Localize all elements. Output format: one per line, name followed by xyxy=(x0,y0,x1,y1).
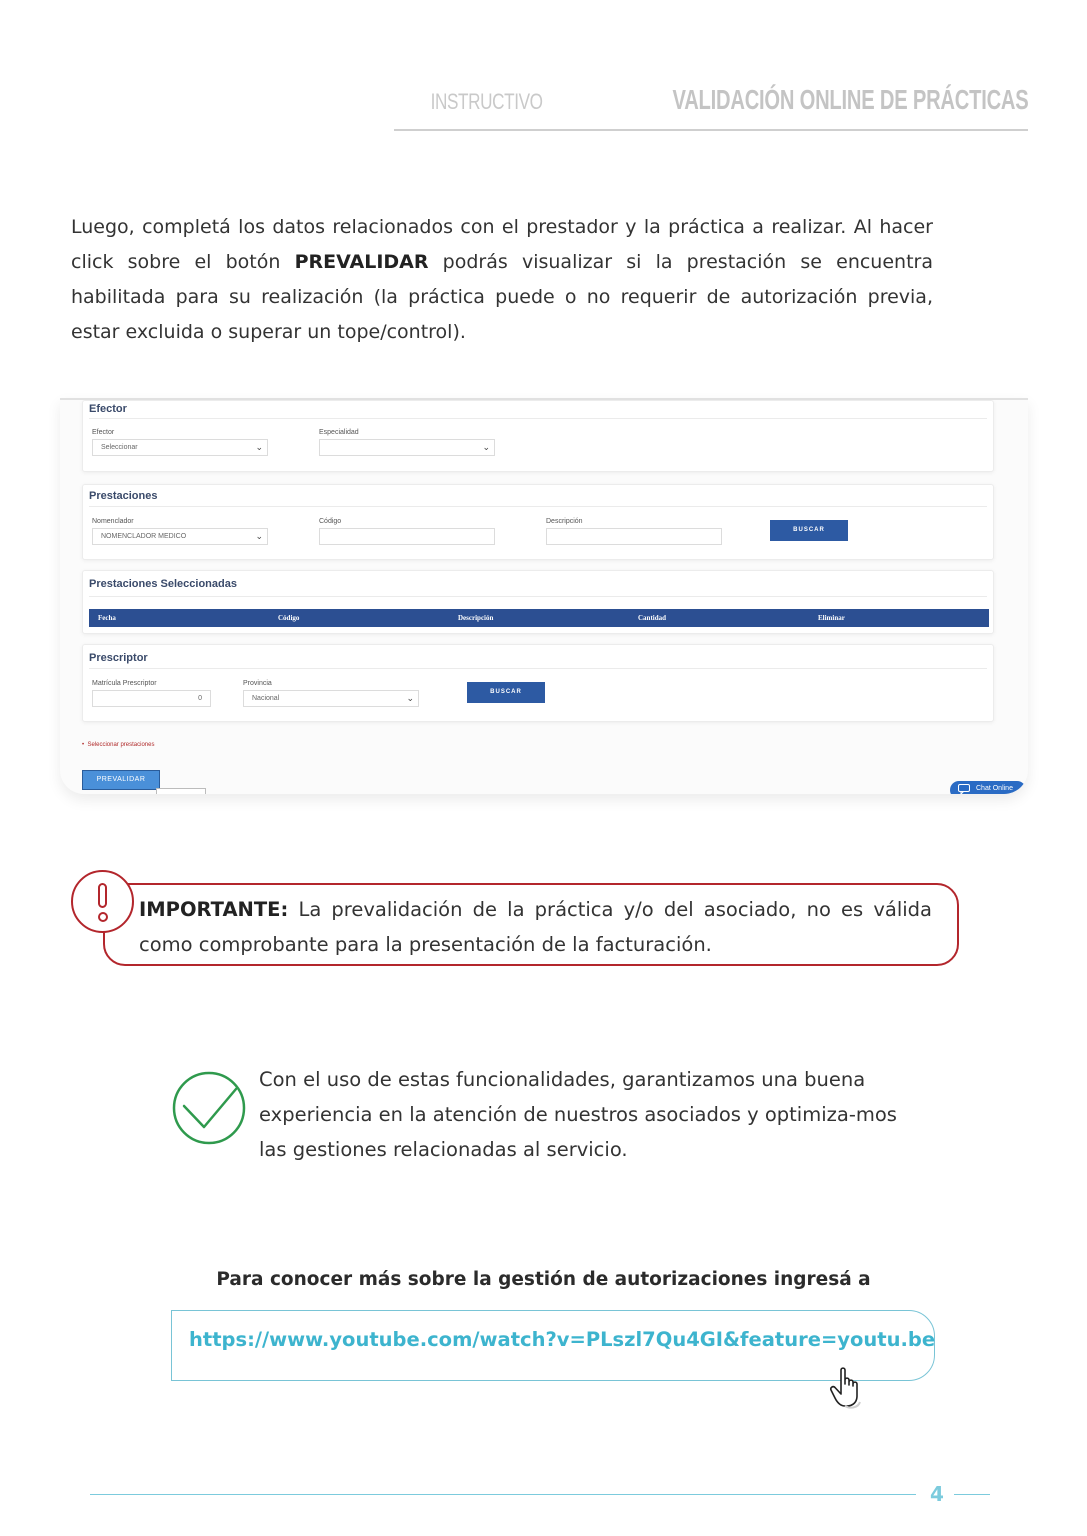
descripcion-input[interactable] xyxy=(546,528,722,545)
header-prefix: INSTRUCTIVO xyxy=(431,89,544,114)
col-codigo: Código xyxy=(278,614,300,622)
chevron-down-icon: ⌄ xyxy=(255,442,263,452)
validation-error: • Seleccionar prestaciones xyxy=(82,742,155,748)
youtube-link[interactable]: https://www.youtube.com/watch?v=PLszl7Qu4GI&feature=youtu.be xyxy=(189,1328,936,1351)
benefit-text: Con el uso de estas funcionalidades, garantizamos una buena experiencia en la atención de nuestros asociados y optimiza-mos las gestiones relacionadas al servicio. xyxy=(259,1068,897,1161)
col-eliminar: Eliminar xyxy=(818,614,845,622)
footer-rule-left xyxy=(90,1494,916,1495)
descripcion-label: Descripción xyxy=(546,518,583,525)
chat-icon xyxy=(958,784,970,794)
tooltip xyxy=(156,788,206,794)
efector-label: Efector xyxy=(92,429,115,436)
prescriptor-card xyxy=(82,644,994,722)
buscar-prestacion-button[interactable]: BUSCAR xyxy=(770,520,848,541)
buscar-prescriptor-button[interactable]: BUSCAR xyxy=(467,682,545,703)
prescriptor-card-title: Prescriptor xyxy=(89,652,148,664)
form-screenshot xyxy=(60,398,1028,794)
chevron-down-icon: ⌄ xyxy=(406,693,414,703)
matricula-input[interactable]: 0 xyxy=(92,690,211,707)
efector-card xyxy=(82,400,994,472)
document-header xyxy=(399,84,1028,116)
warning-icon xyxy=(71,870,134,933)
provincia-select[interactable]: Nacional ⌄ xyxy=(243,690,419,707)
matricula-label: Matrícula Prescriptor xyxy=(92,680,157,687)
especialidad-label: Especialidad xyxy=(319,429,359,436)
page-number: 4 xyxy=(930,1482,944,1506)
nomenclador-select[interactable]: NOMENCLADOR MEDICO ⌄ xyxy=(92,528,268,545)
selected-table-header xyxy=(89,609,989,627)
header-title: VALIDACIÓN ONLINE DE PRÁCTICAS xyxy=(671,84,1028,115)
hand-pointer-icon xyxy=(828,1366,868,1410)
checkmark-icon xyxy=(172,1071,246,1145)
link-caption: Para conocer más sobre la gestión de autorizaciones ingresá a xyxy=(216,1269,871,1290)
codigo-label: Código xyxy=(319,518,342,525)
nomenclador-label: Nomenclador xyxy=(92,518,134,525)
col-cantidad: Cantidad xyxy=(638,614,667,622)
prestaciones-card-title: Prestaciones xyxy=(89,490,158,502)
seleccionadas-card-title: Prestaciones Seleccionadas xyxy=(89,578,237,590)
importante-label: IMPORTANTE: xyxy=(139,898,289,921)
prestaciones-card xyxy=(82,484,994,560)
importante-text: IMPORTANTE: La prevalidación de la práctica y/o del asociado, no es válida como comprobante para la presentación de la facturación. xyxy=(139,898,932,956)
efector-select[interactable]: Seleccionar ⌄ xyxy=(92,439,268,456)
especialidad-select[interactable] xyxy=(319,439,495,456)
seleccionadas-card xyxy=(82,570,994,634)
chevron-down-icon: ⌄ xyxy=(482,442,490,452)
prevalidar-button[interactable]: PREVALIDAR xyxy=(82,770,160,790)
provincia-label: Provincia xyxy=(243,680,272,687)
efector-card-title: Efector xyxy=(89,403,127,415)
footer-rule-right xyxy=(954,1494,990,1495)
chat-online-button[interactable]: Chat Online xyxy=(950,781,1026,794)
intro-paragraph: Luego, completá los datos relacionados con el prestador y la práctica a realizar. Al hacer click sobre el botón PREVALIDAR podrás visualizar si la prestación se encuentra habilitada para su realización (la práctica puede o no requerir de autorización previa, estar excluida o superar un tope/control). xyxy=(71,216,933,343)
header-divider xyxy=(394,129,1028,131)
chevron-down-icon: ⌄ xyxy=(255,531,263,541)
codigo-input[interactable] xyxy=(319,528,495,545)
col-descripcion: Descripción xyxy=(458,614,494,622)
col-fecha: Fecha xyxy=(98,614,116,622)
prevalidar-emphasis: PREVALIDAR xyxy=(294,251,429,273)
